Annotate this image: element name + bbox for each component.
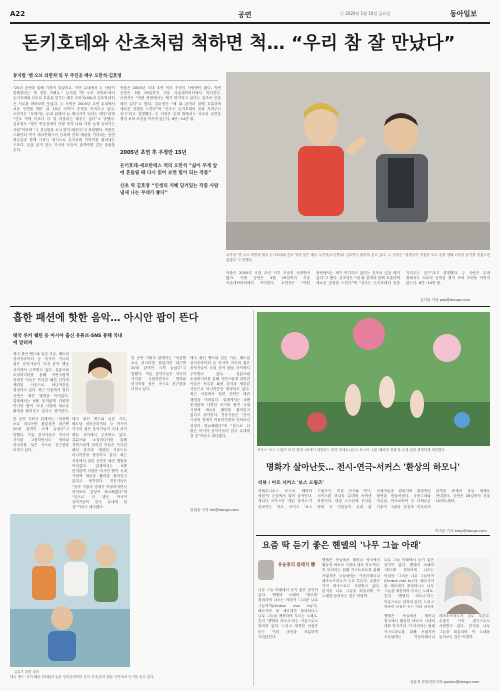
story2-byline: 임희윤 기자 imi@donga.com: [190, 508, 239, 512]
story4-byline: 유윤종 문화전문기자 gustav@donga.com: [410, 680, 480, 684]
section-name: 공연: [238, 11, 252, 19]
actors-illustration: [226, 72, 490, 250]
story2-subhead: 태국 루커 웨턴 등 아시아 출신 유튜브·SNS 통해 국내에 알려져: [13, 334, 123, 346]
handel-illustration: [436, 558, 490, 614]
story4-body-col3: 나무 그늘 아래에서 듣기 좋은 음악이 있다. 헨델의 오페라 ‘세르세’ 첫머리에 나오는 아리아 ‘그리운 나무 그늘이여(Ombra mai fu)’다. 페르시아 왕 세르세가 플라타너스 나무 그늘을 예찬하며 부르는 노래로, 흔히 ‘헨델의 라르고’라는 이름으로도 알려져 있다. 느리고 장중한 선율은 듣는 이의 마음을: [384, 558, 434, 608]
band-illustration: [10, 514, 130, 667]
story1-byline: 김기윤 기자 pep@donga.com: [420, 298, 471, 302]
pull-quote-1: 2005년 초연 후 우정만 15년: [120, 150, 187, 156]
story2-band-photo: [10, 514, 130, 667]
pull-quote-2: 돈키호테-세르반테스 역의 오만석 “삶이 무게 앞에 흔들릴 때 다시 읽어 보면 힘이 되는 작품”: [120, 164, 218, 176]
story2-body-col3: 한 공연 기획사 관계자는 “처음엔 소수 마니아만 찾았지만 최근엔 20대 관객이 크게 늘었다”고 말했다. 이들 음악가들은 자국어 가사를 고집하면서도 영어와 한국어를 섞은 곡으로 친근함을 더하고 있다.: [131, 356, 186, 392]
story1-pull-quotes: [120, 150, 221, 260]
story1-subhead-rule: [13, 80, 218, 81]
story2-body-lower: 한 공연 기획사 관계자는 “처음엔 소수 마니아만 찾았지만 최근엔 20대 관객이 크게 늘었다”고 말했다. 이들 음악가들은 자국어 가사를 고집하면서도 영어와 한국어를 섞은 곡으로 친근함을 더하고 있다.: [13, 417, 69, 453]
story1-body-left: “20년 공연을 통해 가까이 알았어요. 이번 무대에서 두 사람이 함께한다는 게 정말 기뻐요.” 뮤지컬 ‘맨 오브 라만차’에서 돈키호테와 산초로 호흡을 맞추는 배우 오만석(46)과 김호영(37)은 서로를 바라보며 웃었다. 두 사람은 2005년 초연 무대에서 처음 인연을 맺은 뒤 15년 가까이 우정을 이어오고 있다. 오만석은 “호영이는 무대 위에서 늘 에너지가 넘치는 배우”라며 “산초 역에 이보다 더 잘 어울리는 배우는 없다”고 말했다. 김호영도 “형은 연습실에서 가장 먼저 나와 가장 늦게 들어가는 사람”이라며 “그 성실함을 보고 많이 배운다”고 화답했다. 작품은 스페인의 작가 세르반테스가 감옥에 갇혀 재판을 기다리는 동안 죄수들과 함께 극중극 형식으로 돈키호테 이야기를 펼쳐내는 구조다. 꿈을 잃지 않는 기사의 모습이 관객에게 깊은 울림을 준다.: [13, 86, 115, 153]
story2-caption: 태국 밴드 ‘루커 웨턴’(아래)과 일본 싱어송라이터 등이 국내 음악 팬들 사이에서 인기를 얻고 있다.: [10, 675, 155, 679]
story1-body-mid: 작품은 2005년 국내 초연 이후 꾸준히 사랑받아 왔다. 이번 공연은 3월 29일까지 서울 샤롯데씨어터에서 이어진다. 오만석은 “어떤 장면에서는 제가 연기하고 있다는 것조차 잊을 때가 있다”고 했다. 김호영은 “매 회 관객과 함께 호흡하며 새로운 감정을 느낀다”며 “산초는 돈키호테의 꿈을 지켜주는 친구”라고 설명했다. 두 사람은 무대 밖에서도 서로의 공연을 챙겨 보며 조언을 아끼지 않는다. 6만~14만 원.: [120, 86, 221, 122]
story4-body-col4: 헨델은 독일에서 태어나 영국에서 활동한 바로크 시대의 대표 작곡가다. 이 아리아는 원래 카스트라토를 위해 쓰였지만 오늘날에는 카운터테너나 메조소프라노가 주로 부른다. 수많은 기악 편곡으로도 사랑받고 있다. 한겨울 나무 그늘을 떠올리며 이 노래를 들어보는 것은 어떨까.: [384, 614, 490, 639]
story3-photo-caption: 서커스 ‘보스 드림즈’의 한 장면. 15세기 네덜란드 화가 히에로니무스 보스의 그림 ‘쾌락의 정원’을 무대 위에 생생하게 재현했다.: [257, 448, 446, 452]
story3-photo: [257, 312, 490, 446]
pull-quote-3: 산초 역 김호영 “인생의 지혜 담겨있는 작품 사람 냄새 나는 무대가 좋다”: [120, 184, 219, 196]
story2-headline: 흡한 패션에 핫한 음악… 아시안 팝이 뜬다: [13, 313, 199, 324]
columnist-avatar: [258, 560, 274, 580]
page-number: A22: [10, 10, 26, 18]
story1-photo: [226, 72, 490, 250]
story3-headline: 명화가 살아난듯… 전시-연극-서커스 '환상의 하모니': [266, 462, 460, 472]
story2-divider: [253, 310, 254, 686]
story3-byline: 이지운 기자 easy@donga.com: [435, 529, 487, 533]
column-name: 유윤종의 클래식 感: [278, 563, 316, 568]
story3-body: 히에로니무스 보스의 ‘쾌락의 정원’이 눈앞에서 살아 움직인다. 캐나다 서커스단 ‘세븐 핑거스’가 선보이는 아트 서커스 ‘보스 드림즈’는 미술 전시와 연극, 서커스를 하나의 무대에 녹여낸 작품이다. 대형 스크린에 투사된 명화 속 인물들이 무대 위 곡예사들과 겹쳐지며 환상적인 장면을 만들어낸다. 공중그네와 저글링, 아크로바틱 등 다채로운 기술이 그림의 상징과 어우러져 관객을 중세의 상상 세계로 안내한다. 공연은 26일까지 서울 LG아트센터.: [258, 489, 490, 509]
story1-subhead: 뮤지컬 '맨 오브 라만차'의 두 주인공 배우 오만석-김호영: [13, 74, 122, 79]
circus-illustration: [257, 312, 490, 446]
column-badge: [258, 558, 318, 584]
story3-subhead: 리뷰 / 아트 서커스 '보스 드림즈': [258, 481, 324, 486]
story4-headline: 요즘 딱 듣기 좋은 헨델의 '나무 그늘 아래': [262, 541, 422, 551]
story2-body-col4: 태국 출신 밴드와 일본 가수, 베트남 싱어송라이터 등 아시아 각국의 젊은 음악가들이 국내 음악 팬들 사이에서 주목받고 있다. 유튜브와 소셜미디어를 통해 자연스럽게 알려진 이들은 독특한 패션 감각과 세련된 사운드로 마니아층을 형성하고 있다. 최근 서울에서 열린 공연은 매진 행렬을 이어갔다. 업계에서는 K팝 못지않게 다양한 아시안 팝이 국내 시장에 새로운 활력을 불어넣고 있다고 평가한다. 전문가들은 “음악 시장의 경계가 허물어지면서 언어보다 감성이 중요해졌다”며 “앞으로 더 많은 아시아 음악가들이 한국 무대에 설 것”이라고 내다봤다.: [190, 356, 250, 439]
story1-headline: 돈키호테와 산초처럼 척하면 척… “우리 참 잘 만났다”: [22, 33, 456, 54]
story2-body: 태국 출신 밴드와 일본 가수, 베트남 싱어송라이터 등 아시아 각국의 젊은 음악가들이 국내 음악 팬들 사이에서 주목받고 있다. 유튜브와 소셜미디어를 통해 자연스럽게 알려진 이들은 독특한 패션 감각과 세련된 사운드로 마니아층을 형성하고 있다. 최근 서울에서 열린 공연은 매진 행렬을 이어갔다. 업계에서는 K팝 못지않게 다양한 아시안 팝이 국내 시장에 새로운 활력을 불어넣고 있다고 평가한다.: [13, 352, 69, 414]
story4-body-col2: 헨델은 독일에서 태어나 영국에서 활동한 바로크 시대의 대표 작곡가다. 이 아리아는 원래 카스트라토를 위해 쓰였지만 오늘날에는 카운터테너나 메조소프라노가 주로 부른다. 수많은 기악 편곡으로도 사랑받고 있다. 한겨울 나무 그늘을 떠올리며 이 노래를 들어보는 것은 어떨까.: [322, 558, 380, 599]
issue-date: ⓒ 2020년 1월 10일 금요일: [340, 11, 391, 16]
singer-illustration: [72, 352, 127, 414]
story4-body: 나무 그늘 아래에서 듣기 좋은 음악이 있다. 헨델의 오페라 ‘세르세’ 첫머리에 나오는 아리아 ‘그리운 나무 그늘이여(Ombra mai fu)’다. 페르시아 왕 세르세가 플라타너스 나무 그늘을 예찬하며 부르는 노래로, 흔히 ‘헨델의 라르고’라는 이름으로도 알려져 있다. 느리고 장중한 선율은 듣는 이의 마음을 차분하게 가라앉힌다.: [258, 588, 318, 639]
story1-bottom-rule: [10, 306, 490, 307]
story1-photo-caption: 뮤지컬 ‘맨 오브 라만차’에서 돈키호테와 산초 역을 맡은 배우 오만석(오른쪽)과 김호영이 환하게 웃고 있다. 두 사람은 “관객들이 작품을 보고 꿈을 향해 나아갈 용기를 얻었으면 좋겠다”고 말했다.: [226, 253, 490, 263]
header-rule: [10, 22, 490, 24]
story3-bottom-rule: [256, 535, 490, 536]
story2-photo-credit: 유튜브 화면 캡처: [14, 670, 40, 674]
story2-body-col2: 태국 출신 밴드와 일본 가수, 베트남 싱어송라이터 등 아시아 각국의 젊은 음악가들이 국내 음악 팬들 사이에서 주목받고 있다. 유튜브와 소셜미디어를 통해 자연스럽게 알려진 이들은 독특한 패션 감각과 세련된 사운드로 마니아층을 형성하고 있다. 최근 서울에서 열린 공연은 매진 행렬을 이어갔다. 업계에서는 K팝 못지않게 다양한 아시안 팝이 국내 시장에 새로운 활력을 불어넣고 있다고 평가한다. 전문가들은 “음악 시장의 경계가 허물어지면서 언어보다 감성이 중요해졌다”며 “앞으로 더 많은 아시아 음악가들이 한국 무대에 설 것”이라고 내다봤다.: [72, 417, 127, 509]
newspaper-brand: 동아일보: [450, 9, 478, 18]
story2-inset-photo: [72, 352, 127, 414]
handel-portrait: [436, 558, 490, 614]
story1-body-right: 작품은 2005년 국내 초연 이후 꾸준히 사랑받아 왔다. 이번 공연은 3월 29일까지 서울 샤롯데씨어터에서 이어진다. 오만석은 “어떤 장면에서는 제가 연기하고 있다는 것조차 잊을 때가 있다”고 했다. 김호영은 “매 회 관객과 함께 호흡하며 새로운 감정을 느낀다”며 “산초는 돈키호테의 꿈을 지켜주는 친구”라고 설명했다. 두 사람은 무대 밖에서도 서로의 공연을 챙겨 보며 조언을 아끼지 않는다. 6만~14만 원.: [226, 271, 490, 286]
